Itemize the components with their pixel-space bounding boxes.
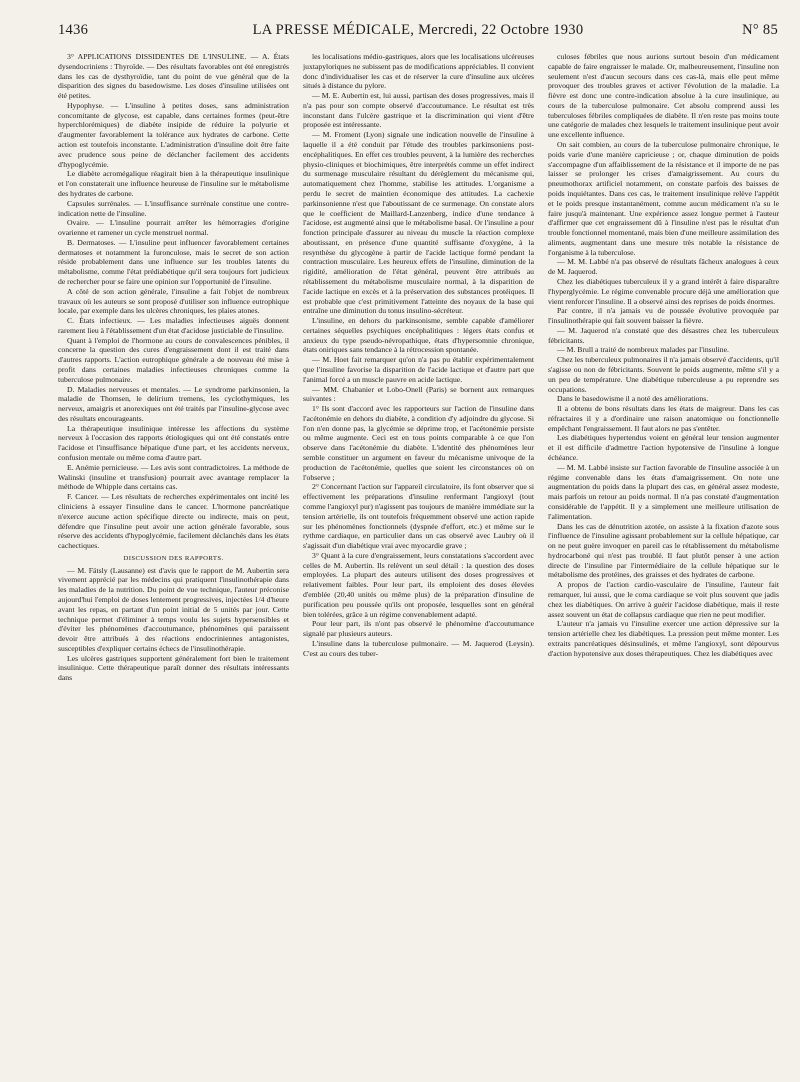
paragraph: 1° Ils sont d'accord avec les rapporteurs sur l'action de l'insuline dans l'acétonémie en dehors du diabète, à condition d'y adjoindre du glycose. Si l'on n'en donne pas, la glycémie se déprime trop, et l'acétonémie persiste ou même augmente. Ceci est en tous points comparable à ce que l'on observe dans l'acétonémie du diabète. L'identité des phénomènes leur semble constituer un argument en faveur du mécanisme univoque de la production de l'acétonémie, quelles que soient les circonstances où on l'observe ; <box>303 404 534 482</box>
paragraph: — M. Froment (Lyon) signale une indication nouvelle de l'insuline à laquelle il a été conduit par l'étude des troubles parkinsoniens post-encéphalitiques. En effet ces troubles peuvent, à la lumière des recherches physio-cliniques et biochimiques, être interprétés comme un effet indirect du surmenage musculaire résultant du dérèglement du mécanisme qui, automatiquement chez l'homme, stabilise les attitudes. L'organisme a perdu le secret de maintien économique des attitudes. La cachexie parkinsonienne n'est que l'aboutissant de ce surmenage. On constate alors que le coefficient de Maillard-Lanzenberg, indice d'une tendance à l'acidose, est augmenté ainsi que le métabolisme basal. Or l'insuline a pour fonction principale d'assurer au niveau du muscle la réaction complexe aboutissant, en présence d'une quantité suffisante d'oxygène, à la resynthèse du glycogène à partir de l'acide lactique formé pendant la contraction musculaire. Les heureux effets de l'insuline, diminution de la rigidité, amélioration de l'état général, peuvent être attribués au rétablissement du métabolisme musculaire normal, à la disparition de l'acide lactique en excès et à la préservation des substances protéiques. Il est probable que c'est primitivement l'atteinte des noyaux de la base qui entraîne une diminution du tonus insulino-sécréteur. <box>303 130 534 316</box>
paragraph: D. Maladies nerveuses et mentales. — Le syndrome parkinsonien, la maladie de Thomsen, le delirium tremens, les cyclothymiques, les nerveux, amaigris et anorexiques ont été traités par l'insuline-glycose avec des résultats encourageants. <box>58 384 289 423</box>
paragraph: DISCUSSION DES RAPPORTS. <box>123 554 224 562</box>
journal-title: LA PRESSE MÉDICALE, Mercredi, 22 Octobre 1930 <box>252 22 584 38</box>
paragraph: — M. Brull a traité de nombreux malades par l'insuline. <box>557 345 729 355</box>
paragraph: B. Dermatoses. — L'insuline peut influencer favorablement certaines dermatoses et notamment la furonculose, mais le secret de son action réside probablement dans une influence sur les troubles latents du métabolisme, comme l'état prédiabétique qu'il sera toujours fort judicieux de rechercher pour se faire une opinion sur l'opportunité de l'insuline. <box>58 237 289 286</box>
page-header <box>58 22 778 46</box>
paragraph: Capsules surrénales. — L'insuffisance surrénale constitue une contre-indication nette de l'insuline. <box>58 198 289 218</box>
paragraph: 2° Concernant l'action sur l'appareil circulatoire, ils font observer que si effectivement les préparations d'insuline renfermant l'angioxyl (tout comme l'angioxyl pur) n'agissent pas toujours de manière immédiate sur la tension artérielle, ils ont toutefois fréquemment observé une action rapide sur les phénomènes fonctionnels (dyspnée d'effort, etc.) et même sur le rythme cardiaque, en particulier dans un cas observé avec Laubry où il s'agissait d'un diabétique vrai avec myocardie grave ; <box>303 482 534 551</box>
paragraph: A propos de l'action cardio-vasculaire de l'insuline, l'auteur fait remarquer, lui aussi, que le coma cardiaque se voit plus souvent que jadis chez les diabétiques. On arrive à guérir l'acidose diabétique, mais il reste assez souvent un état de collapsus cardiaque que rien ne peut modifier. <box>548 580 779 619</box>
paragraph: — M. E. Aubertin est, lui aussi, partisan des doses progressives, mais il n'a pas pour son compte observé d'accoutumance. Le résultat est très inconstant dans l'ulcère gastrique et la discrimination qui vient d'être proposée est intéressante. <box>303 91 534 130</box>
column-2 <box>303 52 534 1072</box>
article-columns <box>58 52 780 1072</box>
paragraph: — M. Hoet fait remarquer qu'on n'a pas pu établir expérimentalement que l'insuline favorise la disparition de l'acide lactique et d'autre part que l'animal forcé a un muscle pauvre en acide lactique. <box>303 355 534 384</box>
paragraph: — M. Jaquerod n'a constaté que des désastres chez les tuberculeux fébricitants. <box>548 325 779 345</box>
paragraph: Chez les diabétiques tuberculeux il y a grand intérêt à faire disparaître l'hyperglycémie. Le régime convenable procure déjà une amélioration que vient renforcer l'insuline. Il a observé ainsi des reprises de poids énormes. <box>548 276 779 306</box>
paragraph: C. États infectieux. — Les maladies infectieuses aiguës donnent rarement lieu à l'établissement d'un état d'acidose justiciable de l'insuline. <box>58 316 289 335</box>
paragraph: Hypophyse. — L'insuline à petites doses, sans administration concomitante de glycose, est capable, dans certaines formes (peut-être hyperchlorémiques) de diabète insipide de réduire la polyurie et d'augmenter favorablement la tolérance aux hydrates de carbone. Cette action est toutefois inconstante. L'administration d'insuline doit être faite avec prudence sous peine de déclancher facilement des accidents d'hypoglycémie. <box>58 100 289 169</box>
paragraph: Dans le basedowisme il a noté des améliorations. <box>557 394 709 404</box>
paragraph: Le diabète acromégalique réagirait bien à la thérapeutique insulinique et l'on constaterait une influence heureuse de l'insuline sur le métabolisme des hydrates de carbone. <box>58 169 289 198</box>
paragraph: La thérapeutique insulinique intéresse les affections du système nerveux à l'occasion des rapports étiologiques qui ont été constatés entre l'acidose et l'insuffisance hépatique d'une part, et les accidents nerveux, confusion mentale ou même coma d'autre part. <box>58 423 289 463</box>
paragraph: L'insuline, en dehors du parkinsonisme, semble capable d'améliorer certaines séquelles psychiques encéphalitiques : légers états confus et anxieux du type pseudo-névropathique, états d'hypersomnie chronique, états oniriques sans tendance à la rétrocession spontanée. <box>303 316 534 355</box>
paragraph: 3° APPLICATIONS DISSIDENTES DE L'INSULINE. — A. États dysendocriniens : Thyroïde. — Des résultats favorables ont été enregistrés dans les cas de dysthyroïdie, tant du point de vue général que de la disparition des signes du basedowisme. Les doses d'insuline utilisées ont été petites. <box>58 52 289 101</box>
paragraph: — M. M. Labbé insiste sur l'action favorable de l'insuline associée à un régime convenable dans les états d'amaigrissement. On note une augmentation du poids dans la plupart des cas, en général assez modeste, mais parfois un retour au poids normal. Il n'a pas constaté d'augmentation considérable de l'appétit. Il y a simplement une meilleure utilisation de l'alimentation. <box>548 462 779 521</box>
paragraph: Chez les tuberculeux pulmonaires il n'a jamais observé d'accidents, qu'il s'agisse ou non de fébricitants. Souvent le poids augmente, même s'il y a un peu de température. Une diabétique tuberculeuse a pu reprendre ses occupations. <box>548 355 779 394</box>
paragraph: A côté de son action générale, l'insuline a fait l'objet de nombreux travaux où les auteurs se sont proposé d'utiliser son influence eutrophique locale, par exemple dans les ulcères chroniques, les plaies atones. <box>58 286 289 316</box>
paragraph: On sait combien, au cours de la tuberculose pulmonaire chronique, le poids varie d'une manière capricieuse ; or, chaque diminution de poids s'accompagne d'un affaiblissement de la résistance et il importe de ne pas laisser se prolonger les crises d'amaigrissement. Au cours du pneumothorax artificiel notamment, on constate parfois des baisses de poids inquiétantes. Dans ces cas, le traitement insulinique relève l'appétit et le poids presque instantanément, comme aucun médicament n'a su le faire jusqu'à maintenant. Une expérience assez longue permet à l'auteur d'affirmer que cet engraissement dû à l'insuline n'est pas le résultat d'un trouble fonctionnel momentané, mais bien d'une meilleure assimilation des aliments, augmentant dans une mesure très notable la résistance de l'organisme à la tuberculose. <box>548 140 779 257</box>
issue-number: N° 85 <box>742 22 778 38</box>
column-3 <box>548 52 779 1072</box>
paragraph: 3° Quant à la cure d'engraissement, leurs constatations s'accordent avec celles de M. Aubertin. Ils relèvent un seul détail : la question des doses employées. La plupart des auteurs utilisent des doses progressives et relativement faibles. Pour leur part, ils emploient des doses élevées d'emblée (20,40 unités ou même plus) de la préparation d'insuline de purification peu poussée qu'ils ont proposée, lesquelles sont en général bien tolérées, grâce à un régime convenablement adapté. <box>303 550 534 619</box>
paragraph: — M. M. Labbé n'a pas observé de résultats fâcheux analogues à ceux de M. Jaquerod. <box>548 257 779 277</box>
paragraph: Pour leur part, ils n'ont pas observé le phénomène d'accoutumance signalé par plusieurs auteurs. <box>303 619 534 639</box>
paragraph: Dans les cas de dénutrition azotée, on assiste à la fixation d'azote sous l'influence de l'insuline agissant probablement sur la cellule hépatique, car on ne peut guère invoquer en pareil cas le rétablissement du métabolisme hydrocarboné qui n'est pas troublé. Il faut plutôt penser à une action directe de l'insuline par l'intermédiaire de la cellule hépatique sur le métabolisme des protéines, des graisses et des hydrates de carbone. <box>548 521 779 580</box>
paragraph: Par contre, il n'a jamais vu de poussée évolutive provoquée par l'insulinothérapie qui fait souvent baisser la fièvre. <box>548 306 779 326</box>
page-number: 1436 <box>58 22 89 38</box>
paragraph: L'insuline dans la tuberculose pulmonaire. — M. Jaquerod (Leysin). C'est au cours des tuber- <box>303 638 534 658</box>
paragraph: culoses fébriles que nous aurions surtout besoin d'un médicament capable de faire engraisser le malade. Or, malheureusement, l'insuline non seulement n'est d'aucun secours dans ces cas-là, mais elle peut même provoquer des troubles graves et activer l'évolution de la maladie. La fièvre est donc une contre-indication absolue à la cure insulinique, au cours de la tuberculose pulmonaire. Cet absolu comprend aussi les tuberculoses fébriles compliquées de diabète. Il n'en reste pas moins toute une catégorie de malades chez lesquels le traitement insulinique peut avoir une excellente influence. <box>548 52 779 140</box>
paragraph: F. Cancer. — Les résultats de recherches expérimentales ont incité les cliniciens à essayer l'insuline dans le cancer. L'hormone pancréatique n'exerce aucune action spécifique directe ou indirecte, mais on peut, défendre que l'insuline peut avoir une action générale favorable, sous réserve des accidents d'hypoglycémie, facilement déclanchés dans les états cachectiques. <box>58 492 289 551</box>
paragraph: Il a obtenu de bons résultats dans les états de maigreur. Dans les cas réfractaires il y a d'ordinaire une raison anatomique ou fonctionnelle empêchant l'engraissement. Il faut alors ne pas s'entêter. <box>548 404 779 433</box>
paragraph: Les diabétiques hypertendus voient en général leur tension augmenter et il est difficile d'admettre l'action hypotensive de l'insuline à longue échéance. <box>548 433 779 463</box>
paragraph: Quant à l'emploi de l'hormone au cours de convalescences pénibles, il concerne la question des cures d'engraissement dont il est traité dans d'autres rapports. L'action eutrophique générale a de nouveau été mise à profit dans certaines maladies infectieuses chroniques comme la tuberculose pulmonaire. <box>58 335 289 384</box>
column-1 <box>58 52 289 1072</box>
paragraph: Ovaire. — L'insuline pourrait arrêter les hémorragies d'origine ovarienne et ramener un cycle menstruel normal. <box>58 218 289 238</box>
paragraph: Les ulcères gastriques supportent généralement fort bien le traitement insulinique. Cette thérapeutique paraît donner des résultats intéressants dans <box>58 653 289 683</box>
paragraph: L'auteur n'a jamais vu l'insuline exercer une action dépressive sur la tension artérielle chez les diabétiques. La pression peut même monter. Les extraits pancréatiques désinsulinés, et même l'angioxyl, sont dépourvus d'action hypotensive aux doses thérapeutiques. Chez les diabétiques avec <box>548 619 779 658</box>
paragraph: E. Anémie pernicieuse. — Les avis sont contradictoires. La méthode de Walinski (insuline et transfusion) pourrait avec avantage remplacer la méthode de Whipple dans certains cas. <box>58 462 289 492</box>
paragraph: — MM. Chabanier et Lobo-Onell (Paris) se bornent aux remarques suivantes : <box>303 384 534 404</box>
paragraph: les localisations médio-gastriques, alors que les localisations ulcéreuses juxtapyloriques ne subissent pas de modifications appréciables. Il convient donc d'individualiser les cas et de réserver la cure d'insuline aux ulcères situés à distance du pylore. <box>303 52 534 91</box>
paragraph: — M. Fätsly (Lausanne) est d'avis que le rapport de M. Aubertin sera vivement apprécié par les médecins qui pratiquent l'insulinothérapie dans les maladies de la nutrition. Du point de vue technique, l'auteur préconise aujourd'hui l'emploi de doses lentement progressives, injectées 1/4 d'heure avant les repas, en partant d'un point initial de 5 unités par jour. Cette technique permet d'éliminer à temps voulu les sujets hypersensibles et d'éviter les phénomènes d'accoutumance, phénomènes qui paraissent devoir être attribués à des réactions endocriniennes antagonistes, susceptibles d'expliquer certains échecs de l'insulinothérapie. <box>58 565 289 653</box>
